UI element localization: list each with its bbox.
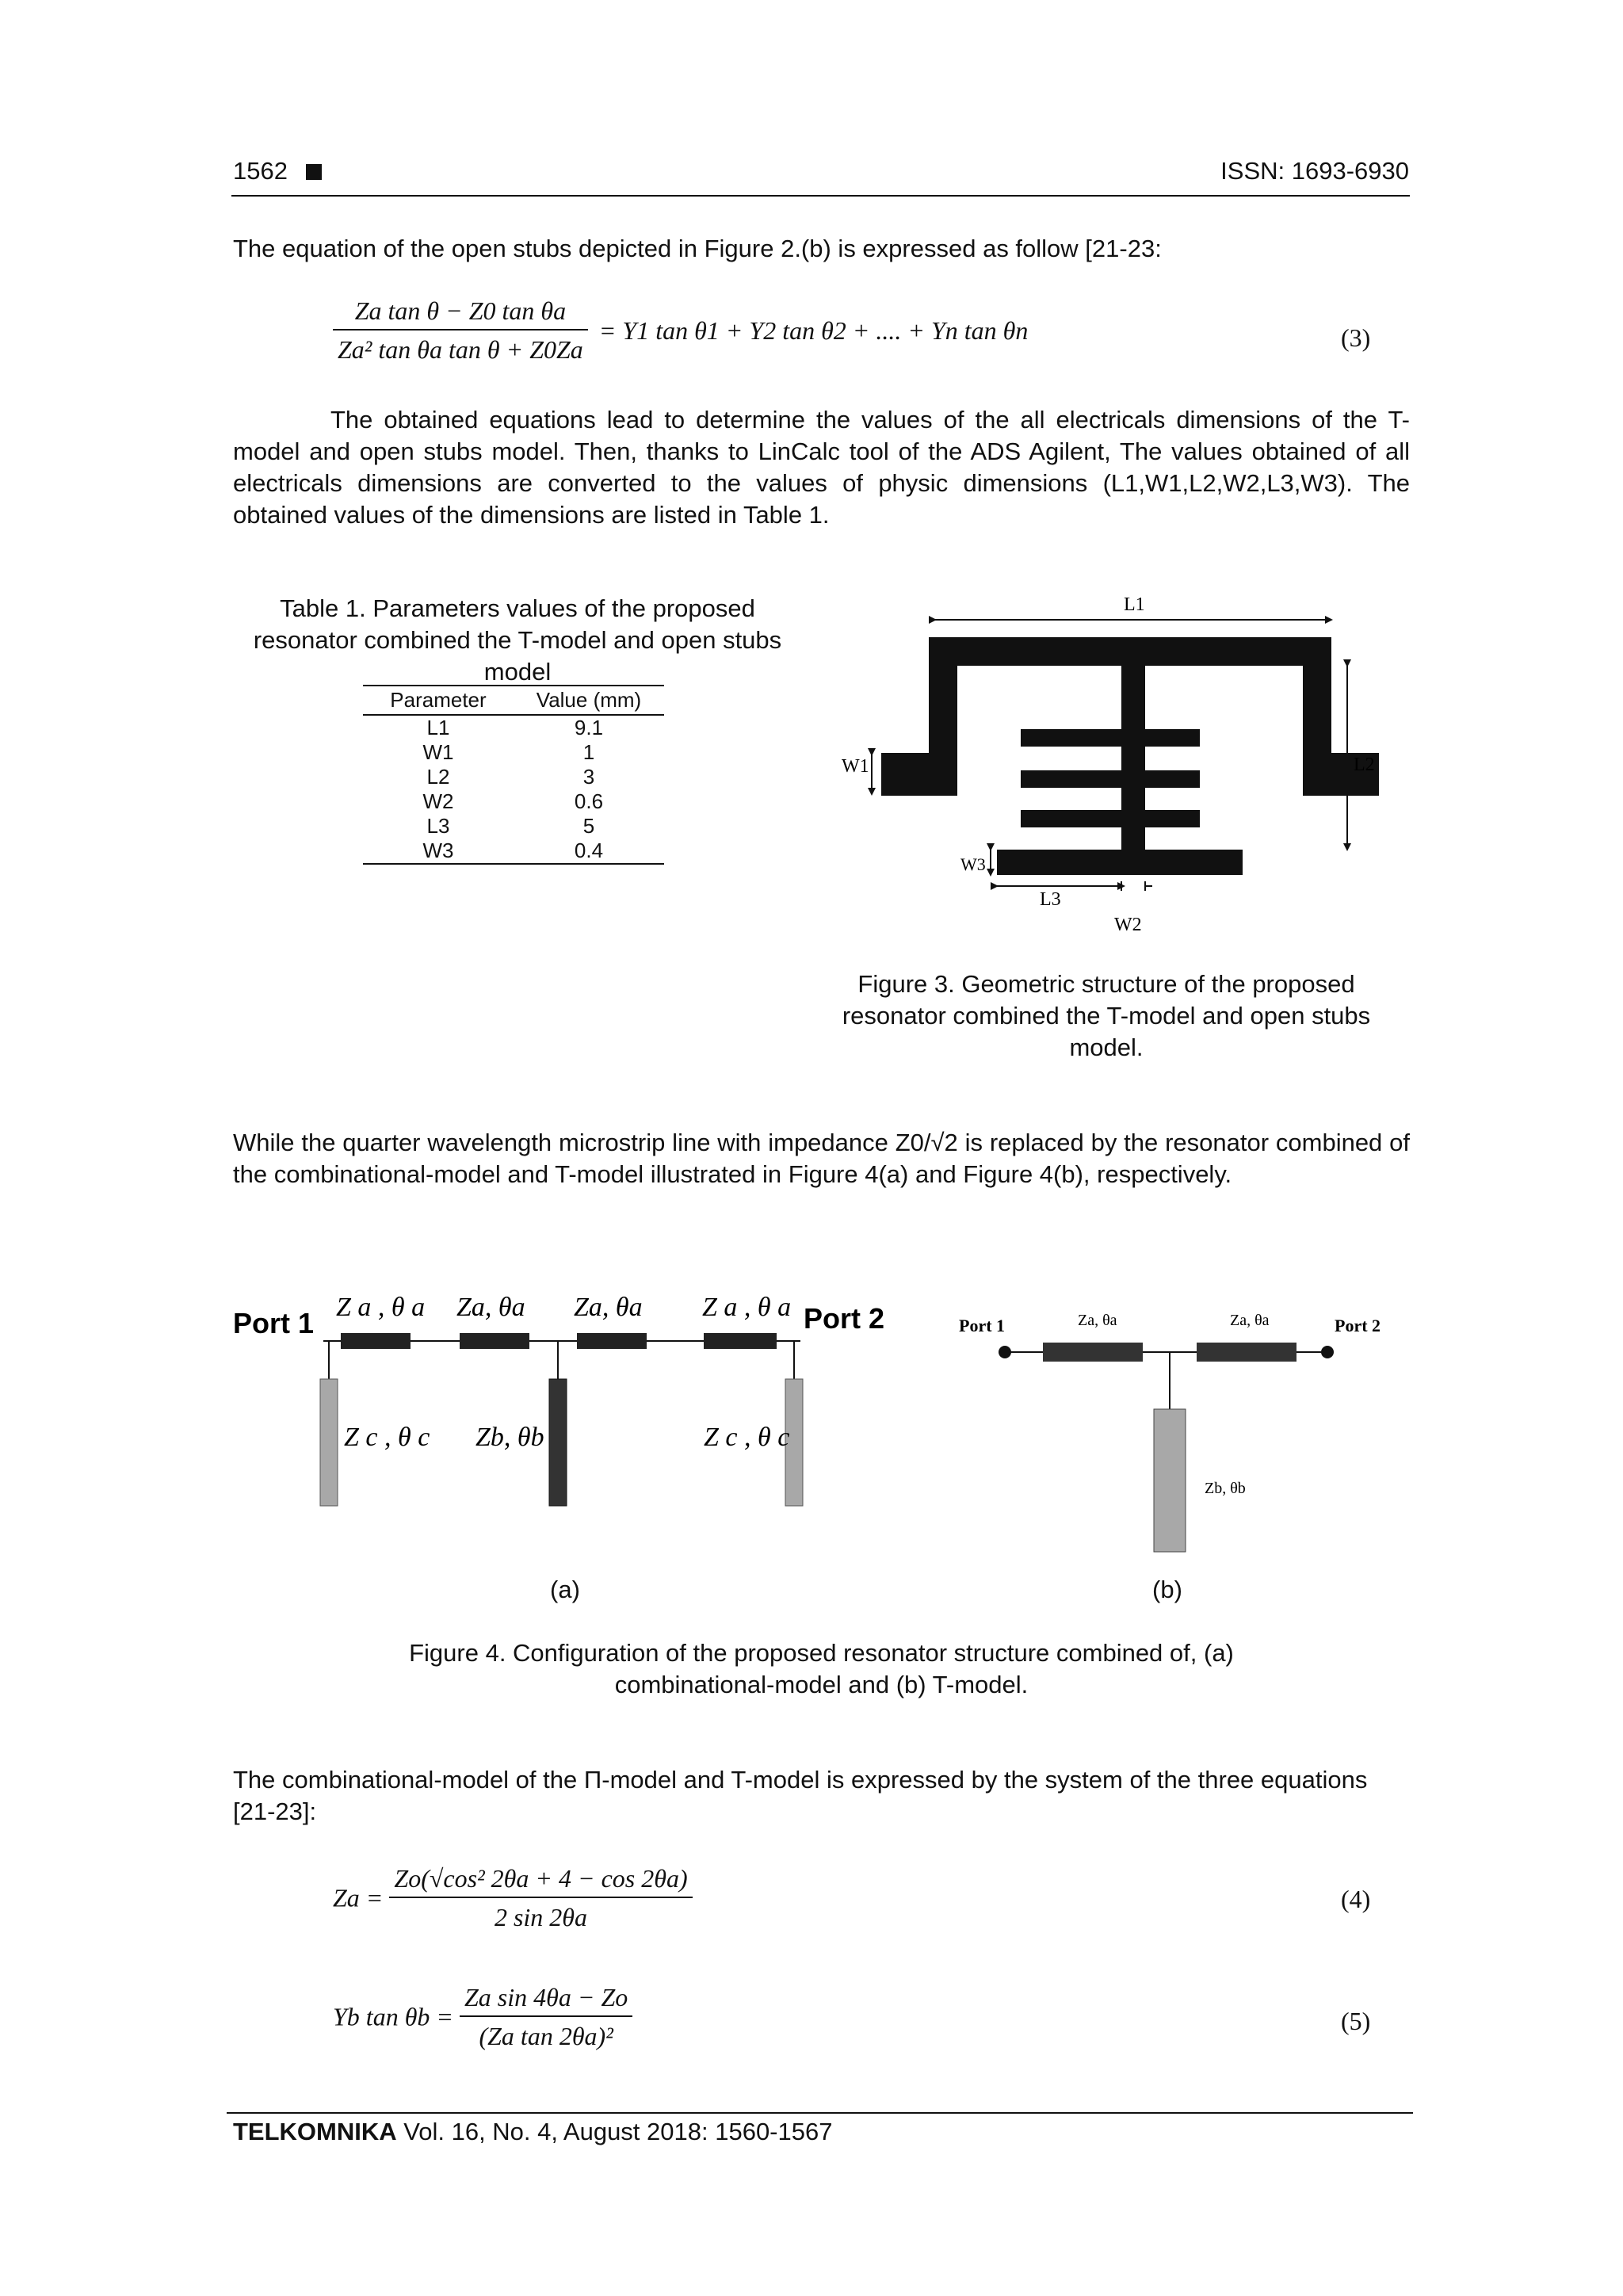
fig3-label-w1: W1 <box>842 756 869 777</box>
fig3-label-l2: L2 <box>1354 755 1375 775</box>
footer-rule <box>227 2112 1413 2114</box>
table-row: W2 0.6 <box>422 789 604 813</box>
equation-5-number: (5) <box>1341 2007 1371 2035</box>
fig4a-port2-label: Port 2 <box>804 1302 885 1335</box>
footer-citation <box>233 2118 832 2146</box>
table-header-parameter: Parameter <box>363 686 514 715</box>
fig4a-zc-right-label: Z c , θ c <box>704 1423 790 1452</box>
table-row: W3 0.4 <box>363 839 664 864</box>
paragraph-intro: The equation of the open stubs depicted in Figure 2.(b) is expressed as follow [21-23: <box>233 235 1162 262</box>
paragraph-dimensions: The obtained equations lead to determine the values of the all electricals dimensions of the T-model and open stubs model. Then, thanks to LinCalc tool of the ADS Agilent, The values obtained of all electricals dimensions are converted to the values of physic dimensions (L1,W1,L2,W2,L3,W3). The obtained values of the dimensions are listed in Table 1. <box>233 406 1410 529</box>
eq5-lhs: Yb tan θb = <box>333 2002 453 2031</box>
eq5-numerator: Za sin 4θa − Zo <box>460 1983 632 2017</box>
fig4b-zb-label: Zb, θb <box>1205 1480 1246 1497</box>
header-rule <box>231 195 1410 197</box>
paragraph-quarter-wavelength: While the quarter wavelength microstrip line with impedance Z0/√2 is replaced by the resonator combined of the combinational-model and T-model illustrated in Figure 4(a) and Figure 4(b), respectively. <box>233 1129 1410 1188</box>
table-1 <box>363 685 664 865</box>
fig3-label-l1: L1 <box>1124 594 1145 615</box>
figure-4-caption-line-1: Figure 4. Configuration of the proposed resonator structure combined of, (a) <box>409 1639 1234 1667</box>
fig4a-za-label-2: Za, θa <box>456 1293 525 1322</box>
square-bullet-icon <box>306 164 322 180</box>
equation-5 <box>333 1983 632 2051</box>
paragraph-combinational-model: The combinational-model of the Π-model and T-model is expressed by the system of the three equations [21-23]: <box>233 1766 1368 1825</box>
fig3-label-l3: L3 <box>1040 889 1061 910</box>
footer-journal: TELKOMNIKA <box>233 2118 397 2145</box>
issn: ISSN: 1693-6930 <box>1220 157 1409 185</box>
figure-4b-t-model <box>943 1292 1411 1561</box>
fig4a-za-label-1: Z a , θ a <box>336 1293 426 1322</box>
eq4-numerator: Zo(√cos² 2θa + 4 − cos 2θa) <box>389 1864 692 1898</box>
table-row: L1 9.1 <box>426 716 604 739</box>
eq3-rhs: = Y1 tan θ1 + Y2 tan θ2 + .... + Yn tan θn <box>598 315 1029 345</box>
eq3-numerator: Za tan θ − Z0 tan θa <box>333 296 588 330</box>
table-row: L3 5 <box>426 814 595 838</box>
fig3-label-w3: W3 <box>960 854 986 874</box>
equation-3-number: (3) <box>1341 323 1371 352</box>
fig4a-zc-left-label: Z c , θ c <box>344 1423 430 1452</box>
table-row: L2 3 <box>426 765 595 789</box>
table-row: W1 1 <box>422 740 595 764</box>
figure-4-caption-line-2: combinational-model and (b) T-model. <box>614 1671 1029 1698</box>
fig4a-port1-label: Port 1 <box>233 1307 315 1339</box>
figure-4a-sublabel: (a) <box>550 1576 580 1603</box>
fig3-label-w2: W2 <box>1114 915 1142 935</box>
fig4a-za-label-4: Z a , θ a <box>702 1293 792 1322</box>
eq3-denominator: Za² tan θa tan θ + Z0Za <box>338 335 583 364</box>
fig4a-za-label-3: Za, θa <box>574 1293 643 1322</box>
equation-4-number: (4) <box>1341 1885 1371 1913</box>
table-header-value: Value (mm) <box>514 686 664 715</box>
fig4a-zb-label: Zb, θb <box>475 1423 544 1452</box>
figure-4b-sublabel: (b) <box>1152 1576 1182 1603</box>
page-number: 1562 <box>233 157 322 185</box>
fig4b-za-right-label: Za, θa <box>1230 1312 1270 1329</box>
footer-volume: Vol. 16, No. 4, August 2018: 1560-1567 <box>396 2118 833 2145</box>
eq5-denominator: (Za tan 2θa)² <box>479 2022 613 2050</box>
equation-4 <box>333 1864 693 1932</box>
equation-3 <box>333 296 1028 365</box>
table-1-caption: Table 1. Parameters values of the proposed resonator combined the T-model and open stubs model <box>253 594 782 686</box>
fig4b-port1-label: Port 1 <box>959 1316 1006 1335</box>
eq4-lhs: Za = <box>333 1883 384 1912</box>
fig4b-za-left-label: Za, θa <box>1078 1312 1117 1329</box>
figure-3-resonator-diagram <box>824 586 1395 951</box>
fig4b-port2-label: Port 2 <box>1335 1316 1381 1335</box>
figure-3-caption: Figure 3. Geometric structure of the proposed resonator combined the T-model and open stubs model. <box>842 970 1371 1061</box>
eq4-denominator: 2 sin 2θa <box>494 1903 588 1931</box>
figure-4a-combinational-model <box>230 1292 911 1530</box>
